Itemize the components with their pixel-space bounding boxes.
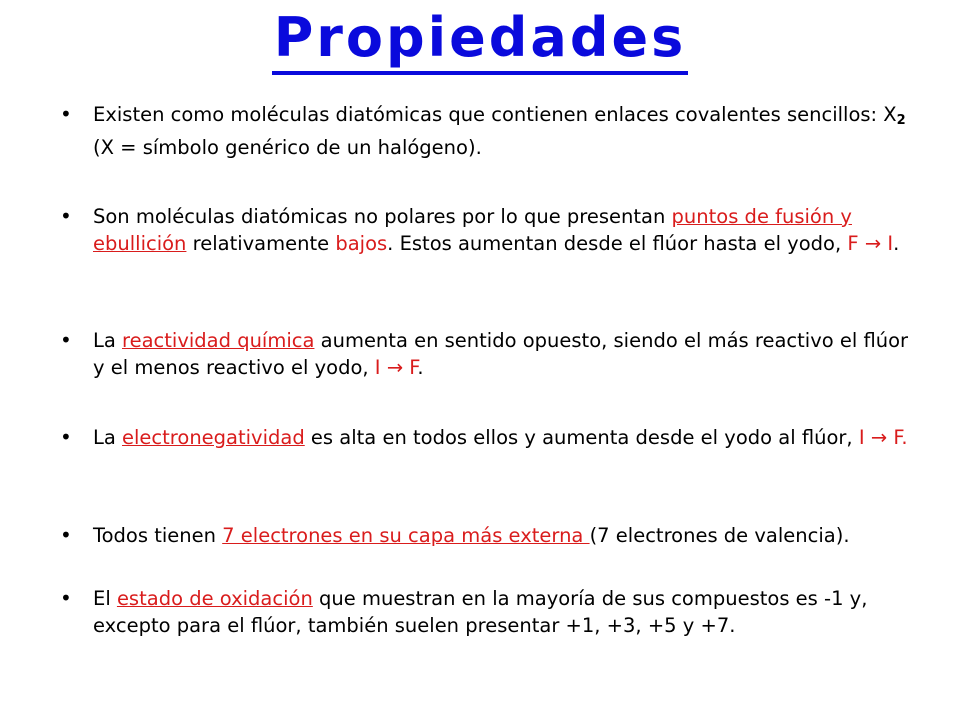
text-segment: (X = símbolo genérico de un halógeno). (93, 136, 482, 159)
subscript: 2 (896, 113, 906, 128)
trend-to: F. (893, 426, 908, 449)
title-container (0, 8, 960, 75)
text-segment: El (93, 587, 117, 610)
trend-from: I (858, 426, 865, 449)
highlight-outer-shell-electrons: 7 electrones en su capa más externa (222, 524, 590, 547)
bullet-point: • (60, 523, 72, 547)
bullet-text (93, 585, 923, 639)
bullet-text (93, 327, 923, 381)
text-segment: Existen como moléculas diatómicas que contienen enlaces covalentes sencillos: X (93, 103, 897, 126)
arrow-right-icon: → (870, 426, 888, 449)
bullet-text (93, 101, 923, 161)
highlight-chemical-reactivity: reactividad química (122, 329, 315, 352)
text-segment: aumenta en sentido opuesto, siendo el más reactivo el flúor y el menos reactivo el yodo, (93, 329, 909, 379)
highlight-low: bajos (335, 232, 388, 255)
bullet-text (93, 424, 923, 451)
bullet-point: • (60, 328, 72, 352)
text-segment: relativamente (186, 232, 336, 255)
text-segment: . Estos aumentan desde el flúor hasta el yodo, (387, 232, 848, 255)
trend-to: F (409, 356, 418, 379)
trend-to: I (887, 232, 894, 255)
trend-from: I (374, 356, 381, 379)
bullet-point: • (60, 204, 72, 228)
text-segment: (7 electrones de valencia). (589, 524, 850, 547)
arrow-right-icon: → (386, 356, 404, 379)
bullet-point: • (60, 102, 72, 126)
trend-from: F (847, 232, 859, 255)
text-segment: La (93, 426, 123, 449)
highlight-oxidation-state: estado de oxidación (116, 587, 313, 610)
text-segment: Todos tienen (93, 524, 223, 547)
bullet-text (93, 522, 923, 549)
text-segment: que muestran en la mayoría de sus compuestos es -1 y, excepto para el flúor, también suelen presentar +1, +3, +5 y +7. (93, 587, 868, 637)
text-segment: Son moléculas diatómicas no polares por lo que presentan (93, 205, 672, 228)
bullet-point: • (60, 586, 72, 610)
text-segment: . (893, 232, 900, 255)
arrow-right-icon: → (864, 232, 882, 255)
bullet-point: • (60, 425, 72, 449)
text-segment: . (417, 356, 424, 379)
text-segment: La (93, 329, 123, 352)
highlight-melting-boiling-points: puntos de fusión y ebullición (93, 205, 852, 255)
bullet-text (93, 203, 923, 257)
highlight-electronegativity: electronegatividad (122, 426, 305, 449)
page-title: Propiedades (272, 8, 689, 75)
text-segment: es alta en todos ellos y aumenta desde el yodo al flúor, (304, 426, 859, 449)
